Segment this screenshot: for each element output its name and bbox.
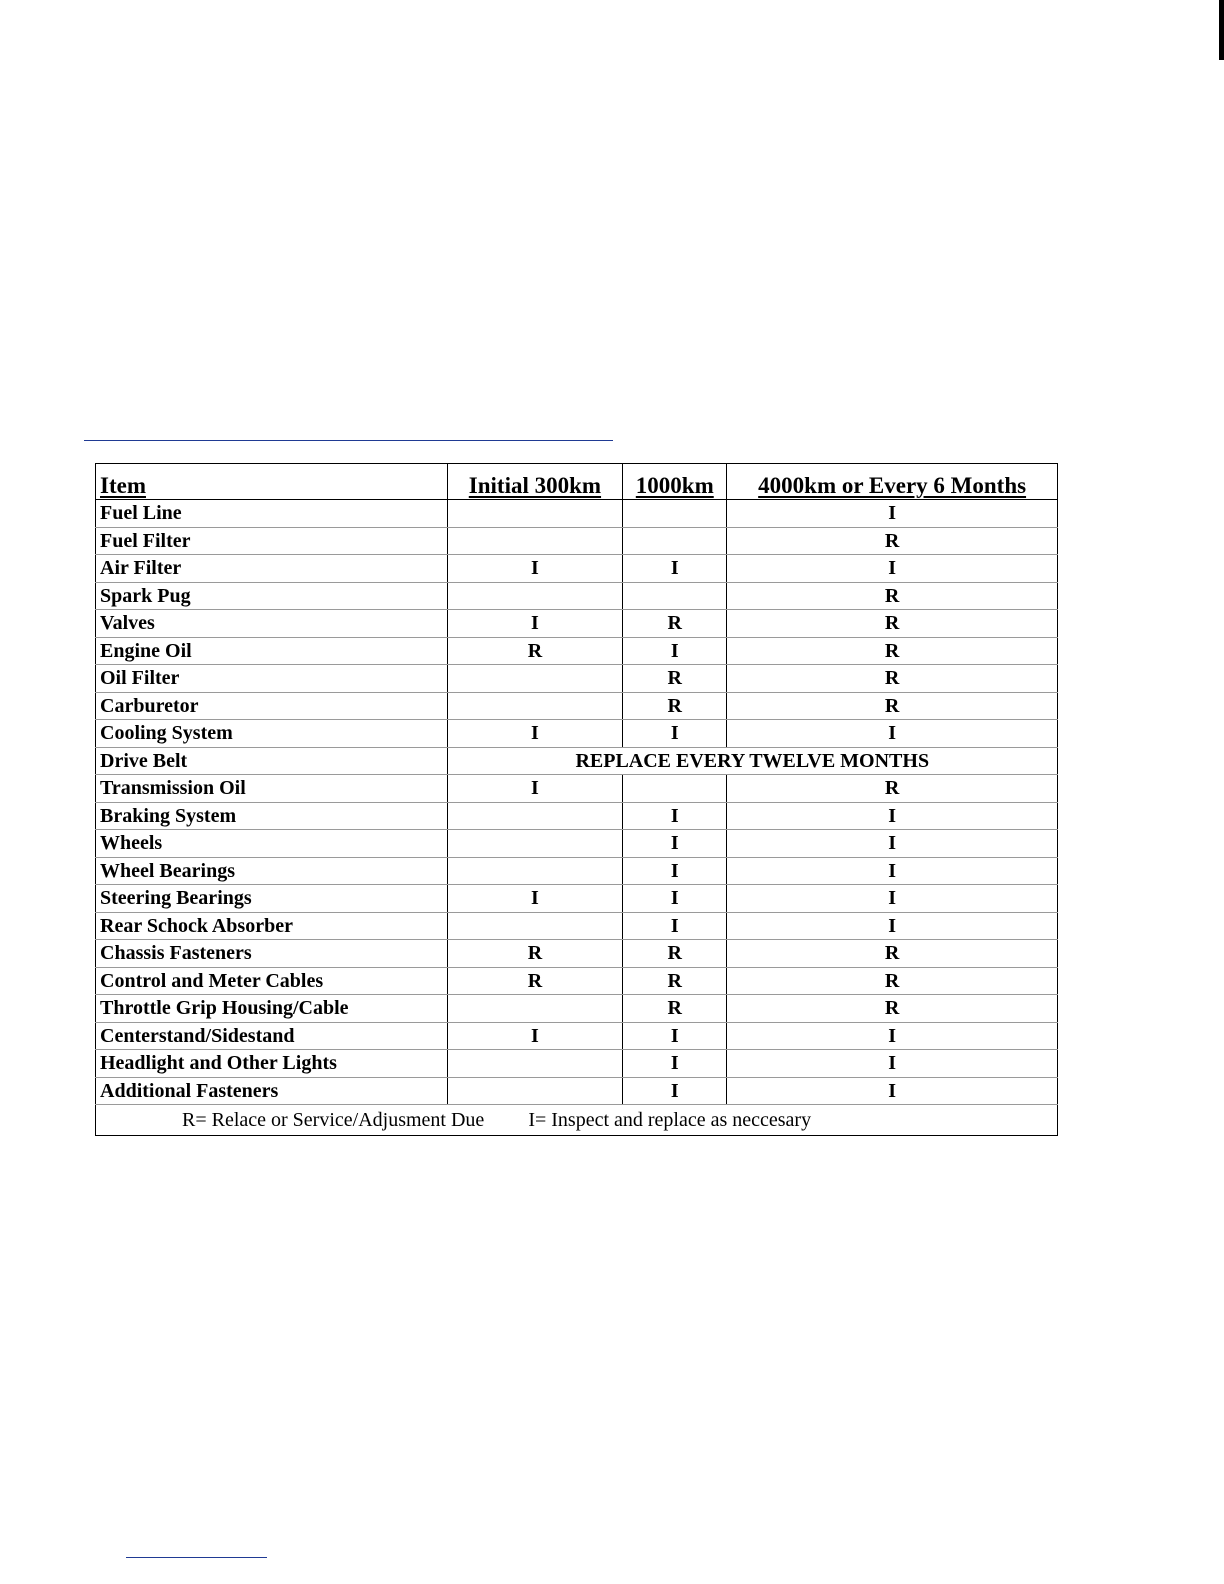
table-row	[96, 995, 1058, 1023]
value-initial-300km	[447, 665, 623, 693]
value-4000km: I	[727, 720, 1058, 748]
table-row	[96, 802, 1058, 830]
item-name: Air Filter	[96, 555, 448, 583]
top-divider-line	[84, 440, 613, 441]
value-initial-300km	[447, 912, 623, 940]
value-4000km: I	[727, 802, 1058, 830]
header-1000km: 1000km	[623, 464, 727, 500]
header-item: Item	[96, 464, 448, 500]
value-1000km: I	[623, 1077, 727, 1105]
value-1000km: I	[623, 637, 727, 665]
legend-i: I= Inspect and replace as neccesary	[528, 1109, 812, 1131]
value-initial-300km	[447, 527, 623, 555]
value-1000km	[623, 500, 727, 528]
item-name: Additional Fasteners	[96, 1077, 448, 1105]
value-initial-300km	[447, 830, 623, 858]
table-row	[96, 637, 1058, 665]
value-1000km: I	[623, 857, 727, 885]
value-4000km: R	[727, 775, 1058, 803]
value-initial-300km	[447, 995, 623, 1023]
value-initial-300km	[447, 802, 623, 830]
item-name: Control and Meter Cables	[96, 967, 448, 995]
value-4000km: I	[727, 1022, 1058, 1050]
value-4000km: R	[727, 610, 1058, 638]
value-initial-300km	[447, 692, 623, 720]
value-initial-300km	[447, 500, 623, 528]
table-row	[96, 500, 1058, 528]
span-note: REPLACE EVERY TWELVE MONTHS	[447, 747, 1057, 775]
table-row	[96, 857, 1058, 885]
item-name: Engine Oil	[96, 637, 448, 665]
value-initial-300km: I	[447, 555, 623, 583]
table-row	[96, 967, 1058, 995]
value-1000km	[623, 775, 727, 803]
value-4000km: R	[727, 637, 1058, 665]
table-row	[96, 1022, 1058, 1050]
value-initial-300km: I	[447, 885, 623, 913]
item-name: Carburetor	[96, 692, 448, 720]
value-4000km: I	[727, 885, 1058, 913]
table-header-row	[96, 464, 1058, 500]
value-1000km: R	[623, 665, 727, 693]
value-1000km: I	[623, 720, 727, 748]
value-initial-300km	[447, 582, 623, 610]
value-4000km: R	[727, 940, 1058, 968]
item-name: Fuel Filter	[96, 527, 448, 555]
value-4000km: I	[727, 1077, 1058, 1105]
table-row	[96, 912, 1058, 940]
value-4000km: I	[727, 1050, 1058, 1078]
item-name: Wheel Bearings	[96, 857, 448, 885]
table-row	[96, 830, 1058, 858]
value-4000km: R	[727, 995, 1058, 1023]
value-1000km: R	[623, 940, 727, 968]
item-name: Headlight and Other Lights	[96, 1050, 448, 1078]
value-initial-300km: I	[447, 775, 623, 803]
legend-row	[96, 1105, 1058, 1136]
value-4000km: R	[727, 665, 1058, 693]
value-4000km: I	[727, 555, 1058, 583]
table-row	[96, 747, 1058, 775]
item-name: Centerstand/Sidestand	[96, 1022, 448, 1050]
item-name: Throttle Grip Housing/Cable	[96, 995, 448, 1023]
value-4000km: I	[727, 500, 1058, 528]
value-initial-300km: I	[447, 610, 623, 638]
value-initial-300km: I	[447, 720, 623, 748]
value-initial-300km	[447, 857, 623, 885]
table-row	[96, 1050, 1058, 1078]
table-row	[96, 720, 1058, 748]
item-name: Steering Bearings	[96, 885, 448, 913]
value-initial-300km: R	[447, 637, 623, 665]
value-4000km: R	[727, 582, 1058, 610]
item-name: Valves	[96, 610, 448, 638]
value-4000km: I	[727, 830, 1058, 858]
value-1000km: I	[623, 1050, 727, 1078]
table-row	[96, 775, 1058, 803]
value-1000km: R	[623, 995, 727, 1023]
item-name: Braking System	[96, 802, 448, 830]
value-1000km: R	[623, 967, 727, 995]
legend-r: R= Relace or Service/Adjusment Due	[182, 1109, 485, 1131]
table-row	[96, 610, 1058, 638]
item-name: Cooling System	[96, 720, 448, 748]
table-row	[96, 665, 1058, 693]
table-body	[96, 500, 1058, 1136]
value-4000km: R	[727, 527, 1058, 555]
table-row	[96, 1077, 1058, 1105]
value-4000km: I	[727, 857, 1058, 885]
table-row	[96, 582, 1058, 610]
header-4000km: 4000km or Every 6 Months	[727, 464, 1058, 500]
item-name: Rear Schock Absorber	[96, 912, 448, 940]
value-1000km	[623, 527, 727, 555]
table-row	[96, 555, 1058, 583]
item-name: Chassis Fasteners	[96, 940, 448, 968]
value-1000km: I	[623, 1022, 727, 1050]
value-4000km: R	[727, 967, 1058, 995]
value-1000km: I	[623, 802, 727, 830]
value-1000km: R	[623, 610, 727, 638]
item-name: Transmission Oil	[96, 775, 448, 803]
table-row	[96, 527, 1058, 555]
value-1000km: R	[623, 692, 727, 720]
value-initial-300km	[447, 1077, 623, 1105]
page-edge-marker	[1219, 0, 1224, 60]
item-name: Oil Filter	[96, 665, 448, 693]
value-initial-300km: I	[447, 1022, 623, 1050]
value-1000km: I	[623, 830, 727, 858]
value-1000km: I	[623, 555, 727, 583]
value-4000km: R	[727, 692, 1058, 720]
table-row	[96, 940, 1058, 968]
value-initial-300km	[447, 1050, 623, 1078]
header-initial-300km: Initial 300km	[447, 464, 623, 500]
maintenance-schedule-table	[95, 463, 1058, 1136]
value-initial-300km: R	[447, 940, 623, 968]
item-name: Drive Belt	[96, 747, 448, 775]
value-1000km: I	[623, 885, 727, 913]
value-initial-300km: R	[447, 967, 623, 995]
bottom-divider-line	[126, 1557, 267, 1558]
table-row	[96, 885, 1058, 913]
item-name: Wheels	[96, 830, 448, 858]
item-name: Spark Pug	[96, 582, 448, 610]
value-4000km: I	[727, 912, 1058, 940]
value-1000km: I	[623, 912, 727, 940]
item-name: Fuel Line	[96, 500, 448, 528]
legend	[96, 1105, 1058, 1136]
table-row	[96, 692, 1058, 720]
value-1000km	[623, 582, 727, 610]
